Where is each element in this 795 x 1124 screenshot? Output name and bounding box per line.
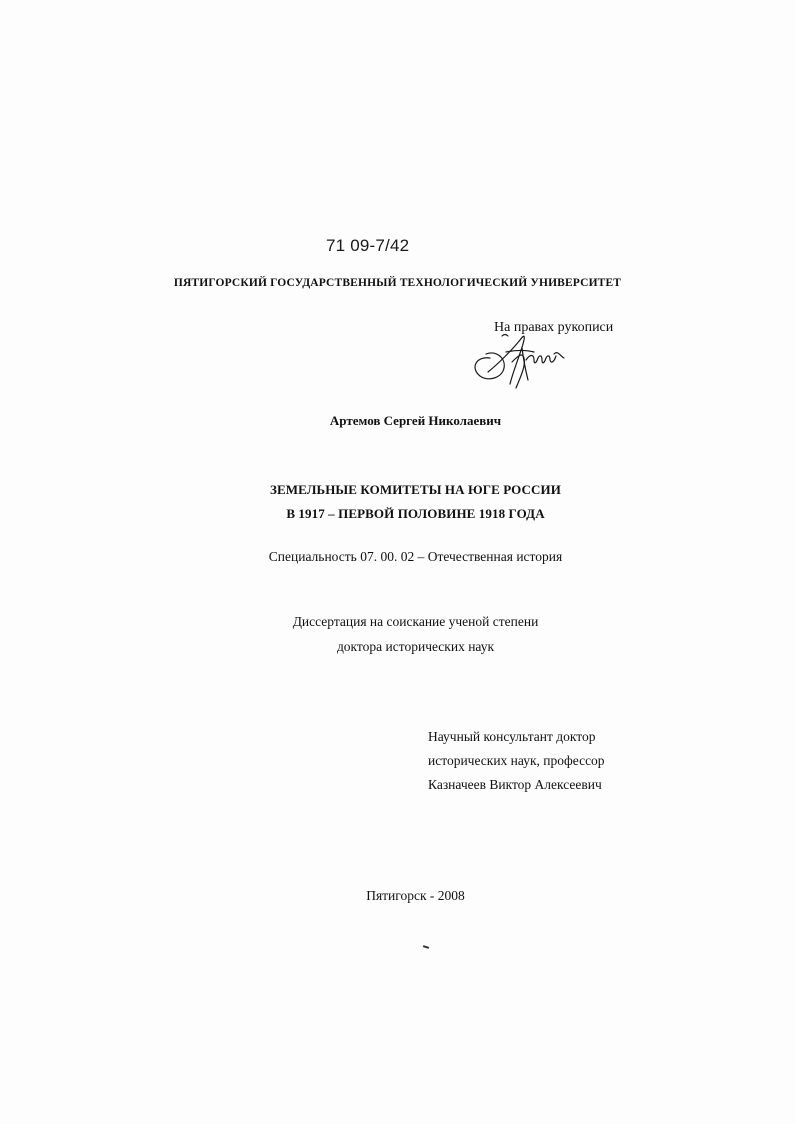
consultant-line: исторических наук, профессор <box>428 753 605 768</box>
handwritten-signature-icon <box>468 328 578 394</box>
university-name: ПЯТИГОРСКИЙ ГОСУДАРСТВЕННЫЙ ТЕХНОЛОГИЧЕСКИЙ УНИВЕРСИТЕТ <box>173 277 622 289</box>
degree-line: Диссертация на соискание ученой степени <box>292 614 539 629</box>
consultant-line: Научный консультант доктор <box>428 729 596 744</box>
author-name: Артемов Сергей Николаевич <box>329 413 502 428</box>
dissertation-title-line: ЗЕМЕЛЬНЫЕ КОМИТЕТЫ НА ЮГЕ РОССИИ <box>270 482 561 497</box>
catalog-code: 71 09-7/42 <box>326 236 410 255</box>
degree-line: доктора исторических наук <box>336 639 495 654</box>
consultant-line: Казначеев Виктор Алексеевич <box>428 777 602 792</box>
scan-speck <box>423 945 429 949</box>
city-year: Пятигорск - 2008 <box>366 888 465 903</box>
dissertation-title-line: В 1917 – ПЕРВОЙ ПОЛОВИНЕ 1918 ГОДА <box>286 506 545 521</box>
manuscript-note: На правах рукописи <box>494 320 614 335</box>
specialty: Специальность 07. 00. 02 – Отечественная история <box>268 549 563 564</box>
